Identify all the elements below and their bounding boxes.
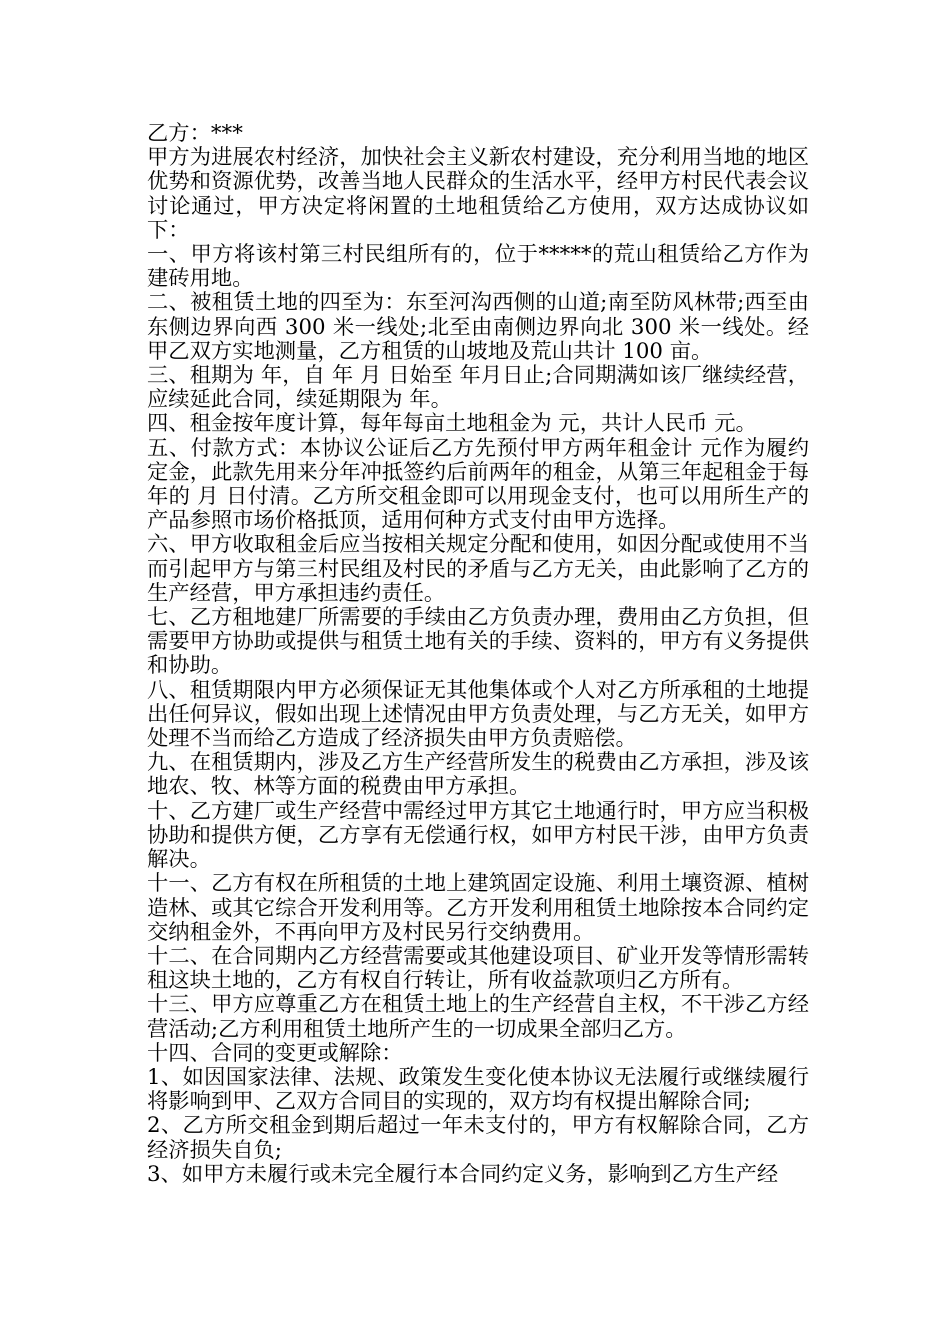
clause-9: 九、在租赁期内，涉及乙方生产经营所发生的税费由乙方承担，涉及该地农、牧、林等方面的税费由甲方承担。 <box>147 750 809 800</box>
clause-13: 十三、甲方应尊重乙方在租赁土地上的生产经营自主权，不干涉乙方经营活动;乙方利用租赁土地所产生的一切成果全部归乙方。 <box>147 992 809 1042</box>
clause-5: 五、付款方式：本协议公证后乙方先预付甲方两年租金计 元作为履约定金，此款先用来分年冲抵签约后前两年的租金，从第三年起租金于每年的 月 日付清。乙方所交租金即可以用现金支付，也可以用所生产的产品参照市场价格抵顶，适用何种方式支付由甲方选择。 <box>147 435 809 534</box>
clause-10: 十、乙方建厂或生产经营中需经过甲方其它土地通行时，甲方应当积极协助和提供方便，乙方享有无偿通行权，如甲方村民干涉，由甲方负责解决。 <box>147 798 809 873</box>
party-b-line: 乙方：*** <box>147 121 243 146</box>
clause-11: 十一、乙方有权在所租赁的土地上建筑固定设施、利用土壤资源、植树造林、或其它综合开发利用等。乙方开发利用租赁土地除按本合同约定交纳租金外，不再向甲方及村民另行交纳费用。 <box>147 871 809 945</box>
clause-1: 一、甲方将该村第三村民组所有的，位于*****的荒山租赁给乙方作为建砖用地。 <box>147 242 809 292</box>
document-body <box>147 122 809 1187</box>
subclause-3: 3、如甲方未履行或未完全履行本合同约定义务，影响到乙方生产经 <box>147 1161 779 1187</box>
clause-7: 七、乙方租地建厂所需要的手续由乙方负责办理，费用由乙方负担，但需要甲方协助或提供与租赁土地有关的手续、资料的，甲方有义务提供和协助。 <box>147 605 809 679</box>
subclause-1: 1、如因国家法律、法规、政策发生变化使本协议无法履行或继续履行将影响到甲、乙双方合同目的实现的，双方均有权提出解除合同; <box>147 1064 809 1115</box>
clause-2: 二、被租赁土地的四至为：东至河沟西侧的山道;南至防风林带;西至由东侧边界向西 300 米一线处;北至由南侧边界向北 300 米一线处。经甲乙双方实地测量，乙方租赁的山坡地及荒山共计 100 亩。 <box>147 290 809 364</box>
preamble-paragraph: 甲方为进展农村经济，加快社会主义新农村建设，充分利用当地的地区优势和资源优势，改善当地人民群众的生活水平，经甲方村民代表会议讨论通过，甲方决定将闲置的土地租赁给乙方使用，双方达成协议如下： <box>147 145 809 243</box>
clause-3: 三、租期为 年，自 年 月 日始至 年月日止;合同期满如该厂继续经营，应续延此合同，续延期限为 年。 <box>147 363 809 413</box>
clause-14-heading: 十四、合同的变更或解除： <box>147 1040 403 1066</box>
clause-6: 六、甲方收取租金后应当按相关规定分配和使用，如因分配或使用不当而引起甲方与第三村民组及村民的矛盾与乙方无关，由此影响了乙方的生产经营，甲方承担违约责任。 <box>147 532 809 606</box>
subclause-2: 2、乙方所交租金到期后超过一年未支付的，甲方有权解除合同，乙方经济损失自负; <box>147 1113 809 1163</box>
clause-12: 十二、在合同期内乙方经营需要或其他建设项目、矿业开发等情形需转租这块土地的，乙方有权自行转让，所有收益款项归乙方所有。 <box>147 943 809 994</box>
clause-4: 四、租金按年度计算，每年每亩土地租金为 元，共计人民币 元。 <box>147 411 757 437</box>
clause-8: 八、租赁期限内甲方必须保证无其他集体或个人对乙方所承租的土地提出任何异议，假如出现上述情况由甲方负责处理，与乙方无关，如甲方处理不当而给乙方造成了经济损失由甲方负责赔偿。 <box>147 677 809 752</box>
